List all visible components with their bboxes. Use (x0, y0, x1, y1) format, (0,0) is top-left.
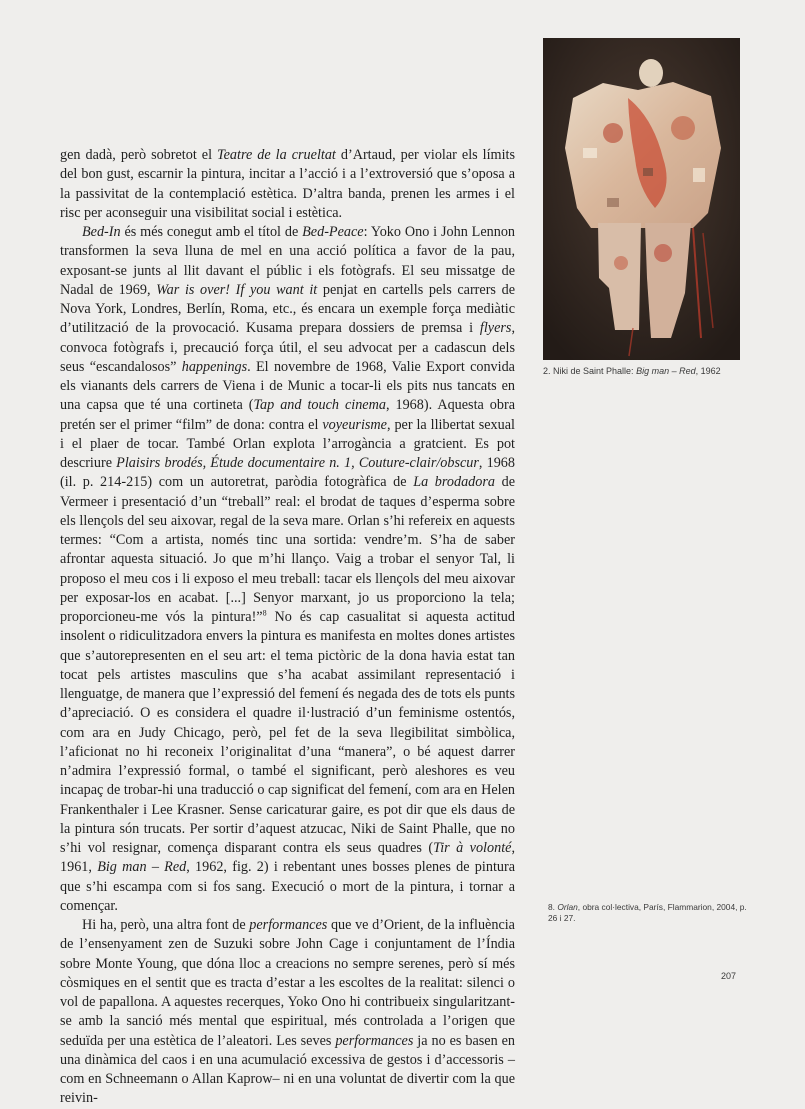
caption-prefix: 2. Niki de Saint Phalle: (543, 366, 637, 376)
italic-run: Bed-Peace (302, 224, 364, 240)
footnote-ref: 8 (262, 608, 267, 618)
italic-run: flyers (479, 320, 512, 337)
italic-run: Bed-In (82, 224, 121, 240)
text-run: , 1962, fig. 2) i rebentant unes bosses plenes de pintura que s’hi escampa com si fos sang. Execució o mort de la pintura, i tornar a començar. (60, 859, 515, 914)
footnote-8 (548, 902, 748, 924)
text-run: ja no es basen en una dinàmica del caos i en una acumulació excessiva de gestos i d’accessoris –com en Schneemann o Allan Kaprow– ni en una voluntat de divertir com la que reivin- (60, 1032, 515, 1107)
text-run: , per la llibertat sexual i el plaer de tocar. També Orlan explota l’arrogància a gratcient. Es pot descriure (60, 416, 515, 471)
italic-run: performances (335, 1032, 414, 1049)
italic-run: Plaisirs brodés, Étude documentaire n. 1, Couture-clair/obscur (116, 455, 479, 471)
paragraph-3 (60, 916, 515, 1109)
text-run: , 1968). Aquesta obra pretén ser el primer “film” de dona: contra el (60, 397, 516, 433)
text-run: , convoca fotògrafs i, precaució força útil, el seu advocat per a cadascun dels seus “escandalosos” (60, 320, 515, 375)
italic-run: Big man – Red (97, 859, 187, 876)
paragraph-1 (60, 146, 515, 223)
text-run: : Yoko Ono i John Lennon transformen la seva lluna de mel en una acció política a favor de la pau, exposant-se junts al llit davant el públic i els fotògrafs. El seu missatge de Nadal de 1969, (60, 224, 516, 298)
italic-run: Tir à volonté (433, 840, 512, 856)
footnote-text: , obra col·lectiva, París, Flammarion, 2004, p. 26 i 27. (548, 902, 747, 923)
italic-run: happenings (181, 358, 248, 375)
text-run: No és cap casualitat si aquesta actitud insolent o ridiculitzadora envers la pintura es manifesta en moltes dones artistes que s’autorepresenten en el seu art: el tema pictòric de la dona havia estat tan tocat pels artistes masculins que s’ha acabat assimilant representació i llenguatge, de manera que l’expressió del femení és negada des de tots els punts d’apreciació. O es considera el quadre il·lustració d’un feminisme ostentós, com ara en Judy Chicago, però, pel fet de la seva llegibilitat simbòlica, l’aficionat no hi reconeix l’originalitat d’una “manera”, o bé aquest darrer n’admira l’expressió formal, o també el significant, però aleshores es veu incapaç de trobar-hi una traducció o cap significat del femení, com ara en Helen Frankenthaler i Lee Krasner. Sense caricaturar gaire, es pot dir que els daus de la pintura són trucats. Per sortir d’aquest atzucac, Niki de Saint Phalle, que no s’hi vol resignar, comença disparant contra els seus quadres ( (60, 609, 515, 856)
sculpture-image (543, 38, 740, 360)
text-run: d’Artaud, per violar els límits del bon gust, escarnir la pintura, incitar a l’acció i a l’extroversió que s’oposa a la passivitat de la contemplació estètica. D’altra banda, prenen les armes i el risc per aconseguir una visibilitat social i estètica. (60, 147, 515, 221)
figure-caption (543, 366, 753, 376)
text-run: , 1961, (60, 840, 515, 876)
italic-run: La brodadora (413, 474, 495, 491)
paragraph-2 (60, 223, 515, 916)
footnote-number: 8. (548, 902, 558, 912)
text-run: de Vermeer i presentació d’un “treball” real: el brodat de taques d’esperma sobre els llençols del seu aixovar, regal de la seva mare. Orlan s’hi refereix en aquests termes: “Com a artista, només tinc una sortida: vendre’m. S’ha de saber afrontar aquesta situació. Jo que m’hi llanço. Vaig a trobar el senyor Tal, li proposo el meu cos i li exposo el meu treball: tacar els llençols del meu aixovar per exposar-los en acabat. [...] Senyor marxant, jo us proporciono la tela; proporcioneu-me vós la pintura!” (60, 474, 516, 625)
footnote-title: Orlan (557, 902, 578, 912)
caption-title: Big man – Red (636, 366, 696, 376)
text-run: Hi ha, però, una altra font de (82, 917, 250, 933)
page-number: 207 (721, 971, 737, 981)
italic-run: Teatre de la crueltat (217, 147, 336, 163)
text-run: que ve d’Orient, de la influència de l’ensenyament zen de Suzuki sobre John Cage i conjuntament de l’Índia sobre Monte Young, que dóna lloc a creacions no sempre serenes, però sí més còsmiques en el sentit que es tracta d’estar a les escoltes de la realitat: silenci o vol de papallona. A aquestes recerques, Yoko Ono hi contribueix singularitzant-se amb la sanció més mental que espiritual, més controlada a l’origen que seduïda per una estètica de l’aleatori. Les seves (60, 917, 515, 1049)
main-text-column (60, 146, 515, 1109)
italic-run: voyeurisme (322, 416, 387, 433)
text-run: penjat en cartells pels carrers de Nova York, Londres, Berlín, Roma, etc., és encara un exemple força mediàtic d’utilització de la provocació. Kusama prepara dossiers de premsa i (60, 281, 515, 337)
italic-run: Tap and touch cinema (253, 397, 386, 414)
figure-photo-big-man-red (543, 38, 740, 360)
caption-year: , 1962 (695, 366, 721, 376)
text-run: és més conegut amb el títol de (120, 224, 303, 240)
italic-run: War is over! If you want it (156, 281, 318, 298)
text-run: , 1968 (il. p. 214-215) com un autoretrat, paròdia fotogràfica de (60, 455, 515, 491)
text-run: gen dadà, però sobretot el (60, 147, 218, 163)
italic-run: performances (249, 917, 328, 933)
text-run: . El novembre de 1968, Valie Export convida els vianants dels carrers de Viena i de Munic a tocar-li els pits nus tancats en una capsa que té una cortineta ( (60, 358, 515, 414)
